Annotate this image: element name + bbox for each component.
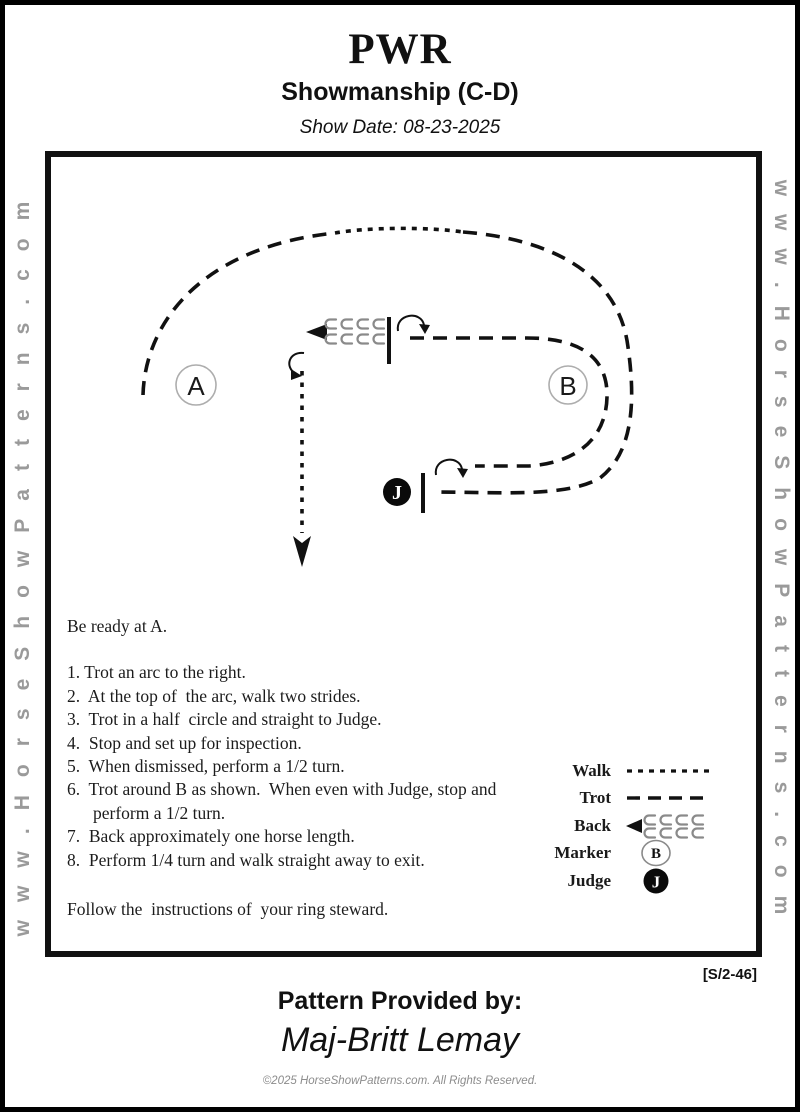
instructions (67, 615, 533, 921)
legend-row-judge (545, 867, 721, 895)
stop-bar-center (387, 317, 391, 364)
instruction-step-1: 1. Trot an arc to the right. (67, 662, 246, 683)
half-turn-arrowhead-center (419, 324, 430, 334)
legend-row-walk (545, 757, 721, 785)
marker-symbol-icon (624, 839, 714, 867)
show-date: Show Date: 08-23-2025 (299, 117, 501, 138)
instruction-step-7: 7. Back approximately one horse length. (67, 826, 355, 847)
instruction-step-4: 4. Stop and set up for inspection. (67, 732, 302, 753)
half-turn-arrow-center (398, 316, 424, 331)
instruction-step-5: 5. When dismissed, perform a 1/2 turn. (67, 756, 345, 777)
stop-bar-judge (421, 473, 425, 513)
instruction-step-6: 6. Trot around B as shown. When even with Judge, stop and perform a 1/2 turn. (67, 779, 501, 823)
back-arrow-icon (306, 324, 327, 340)
trot-line-icon (624, 784, 714, 812)
watermark-right: www.HorseShowPatterns.com (770, 179, 793, 933)
legend-judge-label: Judge (567, 870, 611, 890)
class-subtitle: Showmanship (C-D) (281, 78, 519, 106)
back-symbol-icon (624, 812, 714, 840)
legend-marker-symbol: B (650, 846, 662, 863)
provided-by-label: Pattern Provided by: (277, 987, 523, 1015)
instruction-step-2: 2. At the top of the arc, walk two strides. (67, 685, 361, 706)
legend-marker-label: Marker (554, 843, 611, 863)
judge-symbol-icon (624, 867, 714, 895)
instruction-step-3: 3. Trot in a half circle and straight to Judge. (67, 709, 382, 730)
legend-row-back (545, 812, 721, 840)
provided-by-name: Maj-Britt Lemay (280, 1021, 520, 1059)
instruction-intro: Be ready at A. (67, 616, 168, 636)
legend-judge-symbol: J (651, 872, 661, 892)
instruction-outro: Follow the instructions of your ring steward. (67, 899, 389, 920)
legend-row-marker (545, 840, 721, 868)
marker-a-label: A (187, 371, 205, 401)
page-title: PWR (348, 26, 452, 73)
legend (545, 757, 721, 895)
judge-label: J (392, 482, 402, 504)
marker-b-label: B (559, 371, 577, 401)
instruction-step-8: 8. Perform 1/4 turn and walk straight away to exit. (67, 849, 425, 870)
half-turn-arrowhead-judge (457, 468, 468, 478)
trot-path-arc-left (143, 233, 335, 395)
legend-trot-label: Trot (579, 788, 611, 808)
copyright-notice: ©2025 HorseShowPatterns.com. All Rights Reserved. (262, 1075, 538, 1087)
legend-back-label: Back (574, 815, 611, 835)
pattern-code: [S/2-46] (702, 966, 757, 983)
half-turn-arrow-judge (436, 460, 462, 475)
walk-line-icon (624, 757, 714, 785)
legend-row-trot (545, 785, 721, 813)
walk-path-top (335, 228, 463, 233)
watermark-left: www.HorseShowPatterns.com (11, 183, 34, 937)
exit-arrowhead-icon (293, 536, 311, 567)
legend-walk-label: Walk (572, 760, 611, 780)
trot-path-to-judge (434, 232, 632, 493)
